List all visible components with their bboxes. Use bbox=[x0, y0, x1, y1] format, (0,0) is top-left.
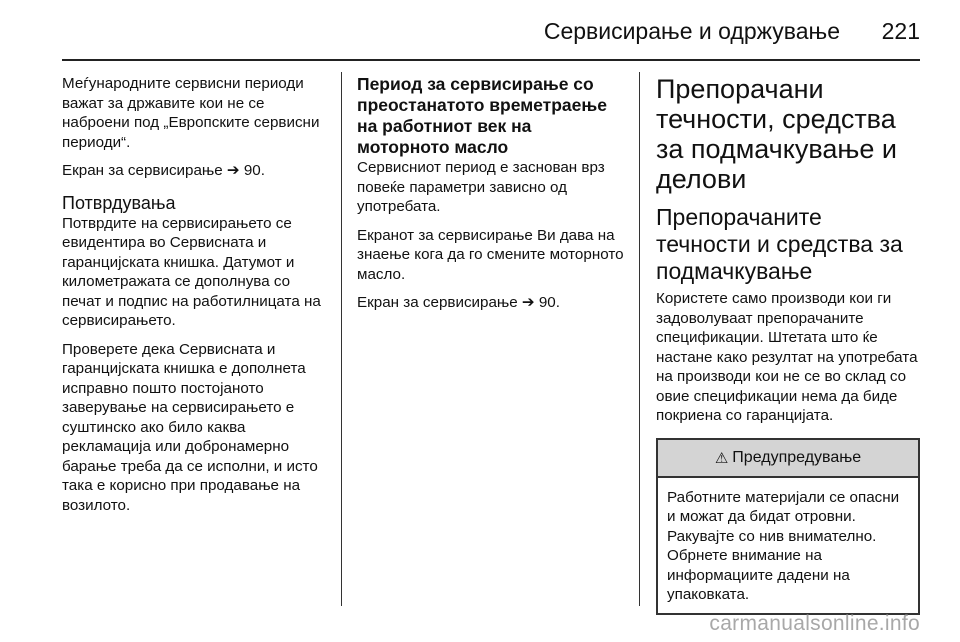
warning-header bbox=[658, 440, 918, 478]
service-display-reference-2: Екран за сервисирање ➔ 90. bbox=[357, 294, 560, 311]
column-right bbox=[656, 74, 920, 615]
warning-body bbox=[658, 478, 918, 613]
page-number: 221 bbox=[881, 18, 920, 44]
warning-text: Работните материјали се опасни и можат да бидат отровни. Ракувајте со нив внимателно. Обрнете внимание на информациите дадени на упаковката. bbox=[667, 488, 900, 603]
column-divider-2 bbox=[639, 72, 640, 606]
specifications-paragraph: Користете само производи кои ги задоволуваат препорачаните спецификации. Штетата што ќе настане како резултат на употребата на производи кои не се во склад со овие спецификации нема да биде покриена со гаранцијата. bbox=[656, 290, 918, 424]
confirmations-heading: Потврдувања bbox=[62, 192, 176, 213]
header-divider bbox=[62, 59, 920, 61]
service-display-reference: Екран за сервисирање ➔ 90. bbox=[62, 162, 265, 179]
column-middle bbox=[357, 74, 625, 322]
fluids-title: Препорачани течности, средства за подмачкување и делови bbox=[656, 74, 897, 194]
column-left bbox=[62, 74, 328, 524]
confirmations-paragraph: Потврдите на сервисирањето се евидентира во Сервисната и гаранцијската книшка. Датумот и километражата се дополнува со печат и подпис на работилницата на сервисирањето. bbox=[62, 214, 321, 329]
page-header bbox=[0, 0, 960, 62]
warning-title: Предупредување bbox=[732, 448, 862, 466]
check-booklet-paragraph: Проверете дека Сервисната и гаранцијската книшка е дополнета исправно пошто постојаното заверување на сервисирањето е суштинско ако било каква рекламација или добронамерно барање треба да се исполни, и исто така е корисно при продавање на возилото. bbox=[62, 340, 318, 514]
watermark: carmanualsonline.info bbox=[709, 612, 920, 635]
column-divider-1 bbox=[341, 72, 342, 606]
intro-paragraph: Меѓународните сервисни периоди важат за државите кои не се наброени под „Европските сервисни периоди“. bbox=[62, 75, 320, 151]
oil-change-paragraph: Екранот за сервисирање Ви дава на знаење кога да го смените моторното масло. bbox=[357, 226, 624, 283]
service-interval-heading: Период за сервисирање со преостанатото времетраење на работниот век на моторното масло bbox=[357, 74, 607, 157]
service-interval-paragraph: Сервисниот период е заснован врз повеќе параметри зависно од употребата. bbox=[357, 159, 605, 215]
section-title: Сервисирање и одржување bbox=[543, 18, 840, 44]
warning-icon: ⚠ bbox=[714, 449, 729, 467]
warning-box bbox=[656, 438, 920, 615]
fluids-subtitle: Препорачаните течности и средства за подмачкување bbox=[656, 204, 903, 284]
